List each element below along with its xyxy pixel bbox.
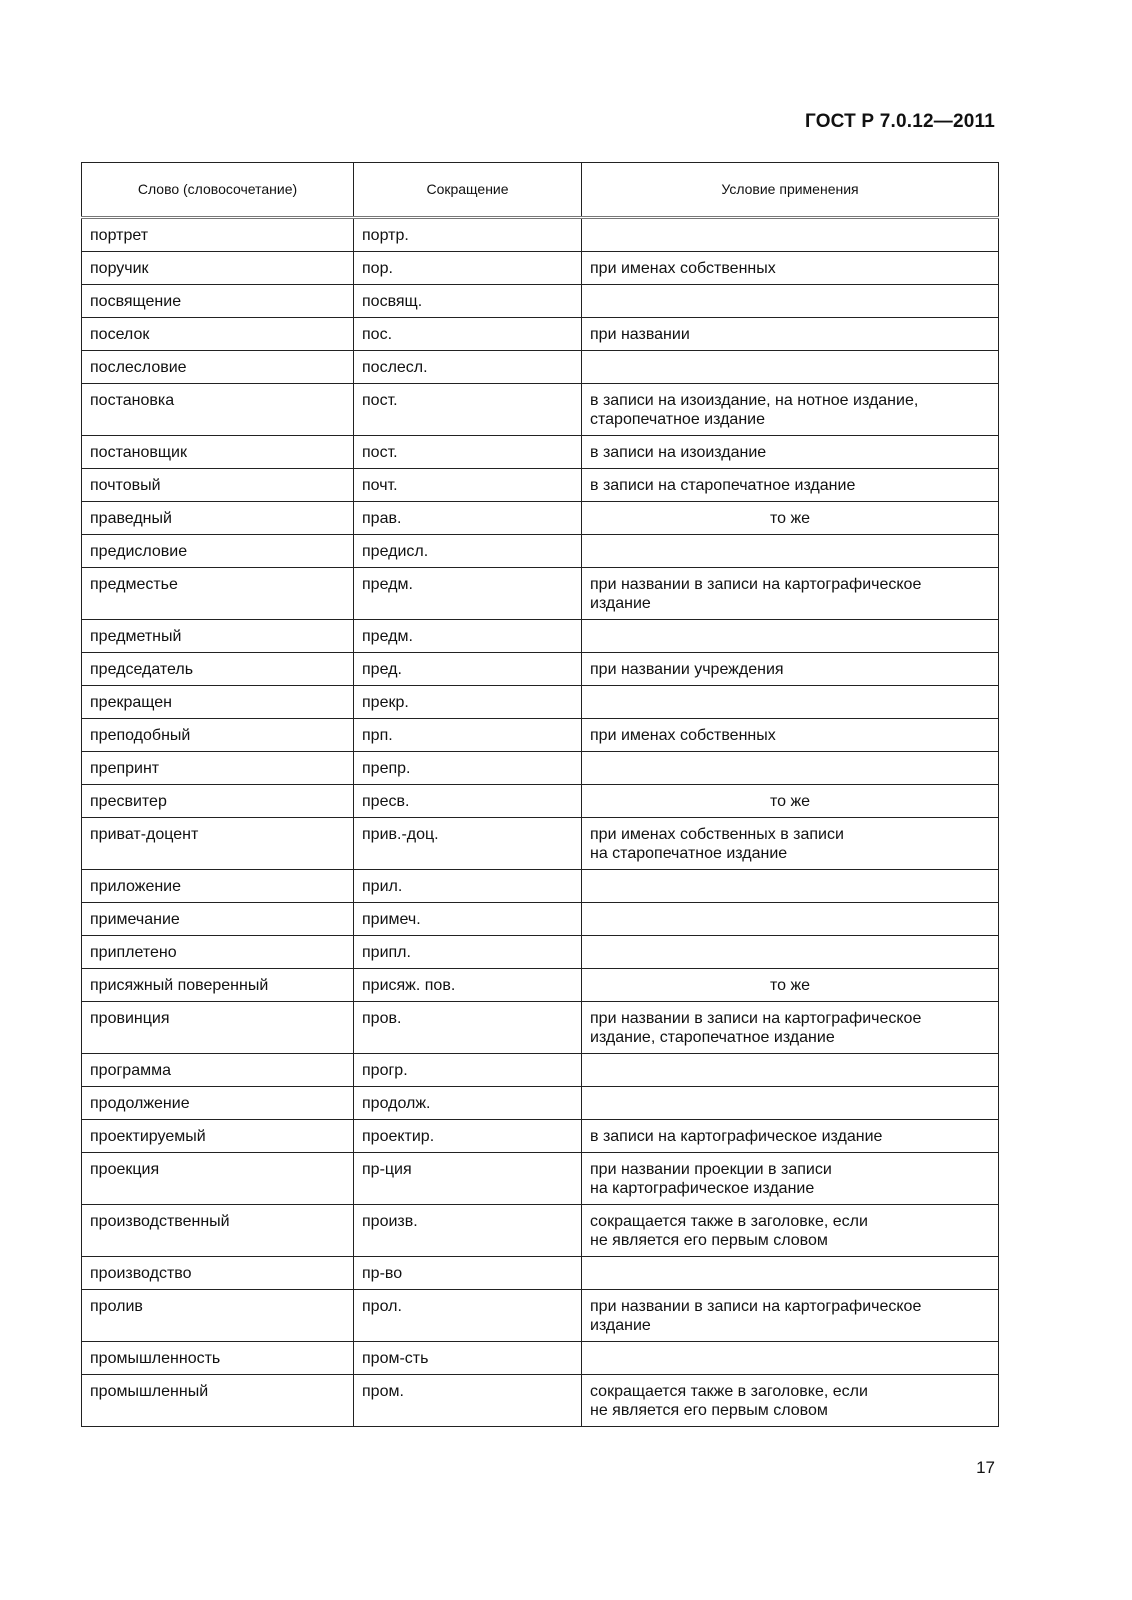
word-cell: почтовый: [82, 469, 354, 502]
word-cell: преподобный: [82, 719, 354, 752]
abbreviation-cell: послесл.: [354, 351, 582, 384]
table-row: [82, 218, 999, 252]
table-row: [82, 752, 999, 785]
table-row: [82, 719, 999, 752]
word-cell: портрет: [82, 218, 354, 252]
word-cell: предметный: [82, 620, 354, 653]
abbreviation-cell: пров.: [354, 1002, 582, 1054]
table-body: [82, 218, 999, 1427]
column-header-abbreviation: Сокращение: [354, 163, 582, 218]
word-cell: препринт: [82, 752, 354, 785]
table-row: [82, 969, 999, 1002]
condition-cell: [582, 1054, 999, 1087]
abbreviation-cell: прил.: [354, 870, 582, 903]
abbreviation-cell: пр-во: [354, 1257, 582, 1290]
condition-cell: [582, 903, 999, 936]
word-cell: пролив: [82, 1290, 354, 1342]
condition-cell: в записи на изоиздание: [582, 436, 999, 469]
abbreviation-cell: припл.: [354, 936, 582, 969]
word-cell: предисловие: [82, 535, 354, 568]
condition-cell: [582, 218, 999, 252]
column-header-condition: Условие применения: [582, 163, 999, 218]
table-row: [82, 285, 999, 318]
table-row: [82, 535, 999, 568]
table-row: [82, 1257, 999, 1290]
table-row: [82, 653, 999, 686]
condition-cell: [582, 1342, 999, 1375]
condition-cell: сокращается также в заголовке, если не является его первым словом: [582, 1375, 999, 1427]
table-row: [82, 1087, 999, 1120]
abbreviation-cell: продолж.: [354, 1087, 582, 1120]
document-code: ГОСТ Р 7.0.12—2011: [804, 111, 995, 132]
condition-cell: при названии в записи на картографическое издание, старопечатное издание: [582, 1002, 999, 1054]
abbreviation-cell: почт.: [354, 469, 582, 502]
condition-cell: при названии в записи на картографическое издание: [582, 568, 999, 620]
condition-cell: при именах собственных в записи на старопечатное издание: [582, 818, 999, 870]
condition-cell: [582, 285, 999, 318]
table-row: [82, 351, 999, 384]
word-cell: послесловие: [82, 351, 354, 384]
condition-cell: то же: [582, 785, 999, 818]
word-cell: посвящение: [82, 285, 354, 318]
abbreviation-cell: пост.: [354, 436, 582, 469]
word-cell: пресвитер: [82, 785, 354, 818]
word-cell: приплетено: [82, 936, 354, 969]
abbreviation-cell: пром.: [354, 1375, 582, 1427]
condition-cell: при названии учреждения: [582, 653, 999, 686]
word-cell: предместье: [82, 568, 354, 620]
column-header-word: Слово (словосочетание): [82, 163, 354, 218]
abbreviation-cell: примеч.: [354, 903, 582, 936]
word-cell: примечание: [82, 903, 354, 936]
abbreviation-cell: предм.: [354, 568, 582, 620]
abbreviation-cell: предм.: [354, 620, 582, 653]
table-row: [82, 903, 999, 936]
abbreviation-cell: произв.: [354, 1205, 582, 1257]
table-row: [82, 818, 999, 870]
word-cell: поселок: [82, 318, 354, 351]
word-cell: постановщик: [82, 436, 354, 469]
word-cell: производство: [82, 1257, 354, 1290]
word-cell: продолжение: [82, 1087, 354, 1120]
condition-cell: то же: [582, 969, 999, 1002]
word-cell: производственный: [82, 1205, 354, 1257]
condition-cell: [582, 535, 999, 568]
condition-cell: то же: [582, 502, 999, 535]
word-cell: промышленность: [82, 1342, 354, 1375]
condition-cell: [582, 1087, 999, 1120]
word-cell: программа: [82, 1054, 354, 1087]
table-row: [82, 785, 999, 818]
condition-cell: сокращается также в заголовке, если не является его первым словом: [582, 1205, 999, 1257]
word-cell: приложение: [82, 870, 354, 903]
table-row: [82, 1205, 999, 1257]
table-row: [82, 1153, 999, 1205]
condition-cell: при именах собственных: [582, 252, 999, 285]
abbreviation-cell: пред.: [354, 653, 582, 686]
table-row: [82, 620, 999, 653]
condition-cell: [582, 870, 999, 903]
abbreviation-cell: прекр.: [354, 686, 582, 719]
condition-cell: в записи на старопечатное издание: [582, 469, 999, 502]
table-row: [82, 502, 999, 535]
abbreviation-cell: пресв.: [354, 785, 582, 818]
word-cell: промышленный: [82, 1375, 354, 1427]
abbreviation-cell: проектир.: [354, 1120, 582, 1153]
table-row: [82, 568, 999, 620]
table-row: [82, 384, 999, 436]
condition-cell: в записи на картографическое издание: [582, 1120, 999, 1153]
word-cell: проектируемый: [82, 1120, 354, 1153]
abbreviation-cell: посвящ.: [354, 285, 582, 318]
table-row: [82, 1290, 999, 1342]
table-row: [82, 469, 999, 502]
table-row: [82, 1120, 999, 1153]
abbreviation-table: [81, 162, 999, 1427]
word-cell: председатель: [82, 653, 354, 686]
word-cell: проекция: [82, 1153, 354, 1205]
condition-cell: [582, 936, 999, 969]
condition-cell: при названии в записи на картографическое издание: [582, 1290, 999, 1342]
abbreviation-cell: пос.: [354, 318, 582, 351]
abbreviation-cell: прол.: [354, 1290, 582, 1342]
table-row: [82, 318, 999, 351]
abbreviation-cell: прив.-доц.: [354, 818, 582, 870]
abbreviation-cell: присяж. пов.: [354, 969, 582, 1002]
word-cell: праведный: [82, 502, 354, 535]
abbreviation-cell: предисл.: [354, 535, 582, 568]
table-row: [82, 1054, 999, 1087]
table-row: [82, 1342, 999, 1375]
word-cell: прекращен: [82, 686, 354, 719]
abbreviation-cell: прав.: [354, 502, 582, 535]
table-row: [82, 436, 999, 469]
abbreviation-cell: пор.: [354, 252, 582, 285]
condition-cell: в записи на изоиздание, на нотное издание, старопечатное издание: [582, 384, 999, 436]
word-cell: присяжный поверенный: [82, 969, 354, 1002]
abbreviation-cell: пром-сть: [354, 1342, 582, 1375]
page-number: 17: [976, 1458, 995, 1477]
abbreviation-cell: пр-ция: [354, 1153, 582, 1205]
word-cell: приват-доцент: [82, 818, 354, 870]
word-cell: поручик: [82, 252, 354, 285]
condition-cell: [582, 620, 999, 653]
abbreviation-cell: прогр.: [354, 1054, 582, 1087]
abbreviation-cell: прп.: [354, 719, 582, 752]
table-row: [82, 686, 999, 719]
table-row: [82, 1375, 999, 1427]
condition-cell: при названии проекции в записи на картографическое издание: [582, 1153, 999, 1205]
condition-cell: при именах собственных: [582, 719, 999, 752]
condition-cell: [582, 1257, 999, 1290]
table-row: [82, 936, 999, 969]
table-header-row: [82, 163, 999, 218]
word-cell: провинция: [82, 1002, 354, 1054]
table-row: [82, 1002, 999, 1054]
condition-cell: [582, 686, 999, 719]
table-row: [82, 252, 999, 285]
table-row: [82, 870, 999, 903]
abbreviation-cell: пост.: [354, 384, 582, 436]
abbreviation-cell: портр.: [354, 218, 582, 252]
abbreviation-cell: препр.: [354, 752, 582, 785]
condition-cell: при названии: [582, 318, 999, 351]
word-cell: постановка: [82, 384, 354, 436]
condition-cell: [582, 351, 999, 384]
condition-cell: [582, 752, 999, 785]
